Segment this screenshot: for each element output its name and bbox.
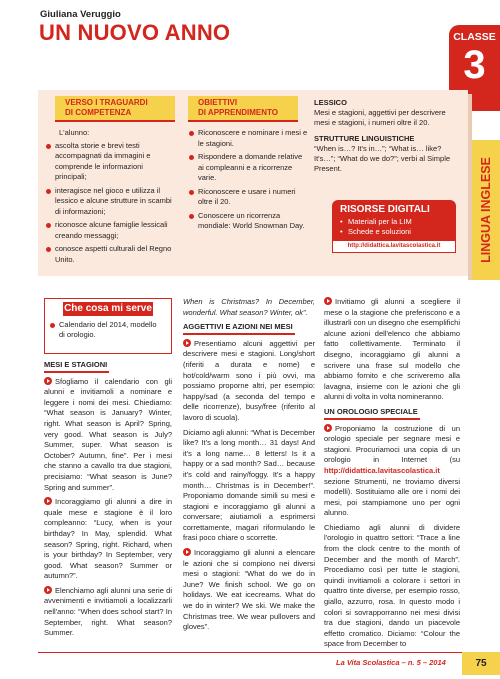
arrow-bullet-icon bbox=[183, 548, 191, 556]
list-item: ascolta storie e brevi testi accompagnati da immagini e comprende le informazioni principali; bbox=[45, 141, 173, 183]
lessico-column bbox=[314, 98, 460, 180]
page-footer bbox=[0, 652, 500, 679]
traguardi-intro: L'alunno: bbox=[59, 128, 90, 137]
list-item: riconosce alcune famiglie lessicali creando messaggi; bbox=[45, 220, 173, 241]
risorse-title: RISORSE DIGITALI bbox=[340, 204, 430, 215]
arrow-bullet-icon bbox=[44, 586, 52, 594]
list-item: conosce aspetti culturali del Regno Unito. bbox=[45, 244, 173, 265]
lessico-label: LESSICO bbox=[314, 98, 347, 107]
list-item: Riconoscere e nominare i mesi e le stagioni. bbox=[188, 128, 308, 149]
paragraph: Proponiamo la costruzione di un orologio speciale per segnare mesi e stagioni. Procuriamoci una copia di un orologio in Internet (su http://didattica.lavitascolastica.it sezione Strumenti, ne troviamo diversi modelli). Sostituiamo alle ore i nomi dei mesi, poi stampiamone uno per ogni alunno. bbox=[324, 423, 460, 518]
magazine-name: La Vita Scolastica – n. 5 – 2014 bbox=[336, 658, 446, 667]
section-heading-orologio: UN OROLOGIO SPECIALE bbox=[324, 407, 420, 420]
paragraph: Diciamo agli alunni: “What is December like? It's a long month… 31 days! And it's a long name… 8 letters! Is it a happy or a sad month? Sad… because it's cold and rainy/foggy. It's a happy month… Christmas is in December!”. Proponiamo domande simili su mesi e stagioni e incoraggiamo gli alunni a conversare; aiutiamoli a esprimersi correttamente, magari riformulando le frasi poco chiare o scorrette. bbox=[183, 427, 315, 543]
strutture-text: “When is…? It's in…”; “What is… like? It's…”; “What do we do?”; verbi al Simple Present. bbox=[314, 144, 451, 173]
traguardi-list bbox=[45, 128, 173, 268]
cosa-mi-serve-title: Che cosa mi serve bbox=[64, 303, 152, 314]
cosa-mi-serve-box bbox=[44, 298, 172, 354]
author-name: Giuliana Veruggio bbox=[40, 9, 121, 20]
page-title: UN NUOVO ANNO bbox=[39, 20, 231, 45]
paragraph: Incoraggiamo gli alunni a dire in quale mese e stagione è il loro compleanno: “Lucy, when is your birthday? In May, splendid. What season? Spring, right. Richard, when is your birthday? In September, very good. What season? Summer or autumn?”. bbox=[44, 497, 172, 581]
arrow-bullet-icon bbox=[183, 339, 191, 347]
inline-link[interactable]: http://didattica.lavitascolastica.it bbox=[324, 465, 440, 475]
risorse-link[interactable]: http://didattica.lavitascolastica.it bbox=[332, 240, 456, 253]
arrow-bullet-icon bbox=[324, 424, 332, 432]
lessico-text: Mesi e stagioni, aggettivi per descrivere mesi e stagioni, i numeri oltre il 20. bbox=[314, 108, 446, 127]
list-item: Rispondere a domande relative ai compleanni e a ricorrenze varie. bbox=[188, 152, 308, 184]
subject-side-tab bbox=[472, 140, 500, 280]
list-item: interagisce nel gioco e utilizza il lessico e alcune strutture in scambi di informazioni; bbox=[45, 186, 173, 218]
classe-label: CLASSE bbox=[453, 31, 496, 43]
paragraph: Chiediamo agli alunni di dividere l'orologio in quattro settori: “Trace a line from the clock centre to the month of December and the month of March”. Procediamo così per tutte le stagioni, quindi invitiamoli a colorare i settori in quattro tinte diverse, per esempio rosso, giallo, azzurro, rosa. In questo modo i colori si sovrapporranno nei mesi divisi tra due stagioni, dando un piacevole effetto cromatico. Diciamo: “Colour the space from December to bbox=[324, 522, 460, 649]
paragraph: Elenchiamo agli alunni una serie di avvenimenti e invitiamoli a localizzarli nell'anno: “When does school start? In September, right. What season? Summer. bbox=[44, 585, 172, 638]
classe-number: 3 bbox=[463, 43, 486, 87]
risorse-item: • Schede e soluzioni bbox=[340, 227, 448, 237]
paragraph: When is Christmas? In December, wonderful. What season? Winter, ok”. bbox=[183, 297, 315, 317]
strutture-label: STRUTTURE LINGUISTICHE bbox=[314, 134, 415, 143]
list-item: Riconoscere e usare i numeri oltre il 20. bbox=[188, 187, 308, 208]
arrow-bullet-icon bbox=[324, 297, 332, 305]
paragraph: Presentiamo alcuni aggettivi per descrivere mesi e stagioni. Long/short (riferiti a durata e nome) e hot/cold/warm sono i più ovvi, ma possiamo proporne altri, per esempio: happy/sad (a seconda del tempo e delle ricorrenze), busy/free (riferito al lavoro di scuola). bbox=[183, 338, 315, 422]
traguardi-heading: VERSO I TRAGUARDI DI COMPETENZA bbox=[55, 96, 175, 122]
paragraph: Incoraggiamo gli alunni a elencare le azioni che si compiono nei diversi mesi o stagioni: “What do we do in June? We finish school. We go on holidays. We eat icecreams. What do we do in winter? We ski. We make the Christmas tree. We wear pullovers and gloves”. bbox=[183, 548, 315, 632]
paragraph: Sfogliamo il calendario con gli alunni e invitiamoli a nominare e leggere i nomi dei mesi. Chiediamo: “What season is January? Winter, right. What season is April? Spring, very good. What season is July? Summer, super. What season is October? Autumn, fine”. Per i mesi che stanno a cavallo tra due stagioni, precisiamo: “What season is June? Spring and summer”. bbox=[44, 376, 172, 492]
paragraph: Invitiamo gli alunni a scegliere il mese o la stagione che preferiscono e a illustrarli con un disegno che esemplifichi alcune azioni dell'elenco che abbiamo fatto collettivamente. Terminato il disegno, incoraggiamo gli alunni a scrivere una frase sul modello che abbiamo fornito e che scriveremo alla lavagna, insieme con le azioni che gli alunni di volta in volta nomineranno. bbox=[324, 297, 460, 402]
obiettivi-heading: OBIETTIVI DI APPRENDIMENTO bbox=[188, 96, 298, 122]
obiettivi-list bbox=[188, 128, 308, 235]
cosa-mi-serve-item: Calendario del 2014, modello di orologio. bbox=[45, 316, 171, 340]
column-a bbox=[44, 360, 172, 643]
arrow-bullet-icon bbox=[44, 497, 52, 505]
risorse-item: • Materiali per la LIM bbox=[340, 217, 448, 227]
subject-label: LINGUA INGLESE bbox=[479, 157, 493, 263]
page-number: 75 bbox=[462, 652, 500, 675]
column-b bbox=[183, 297, 315, 637]
arrow-bullet-icon bbox=[44, 377, 52, 385]
section-heading-aggettivi: AGGETTIVI E AZIONI NEI MESI bbox=[183, 322, 295, 335]
list-item: Conoscere un ricorrenza mondiale: World Snowman Day. bbox=[188, 211, 308, 232]
section-heading-mesi: MESI E STAGIONI bbox=[44, 360, 109, 373]
column-c bbox=[324, 297, 460, 654]
